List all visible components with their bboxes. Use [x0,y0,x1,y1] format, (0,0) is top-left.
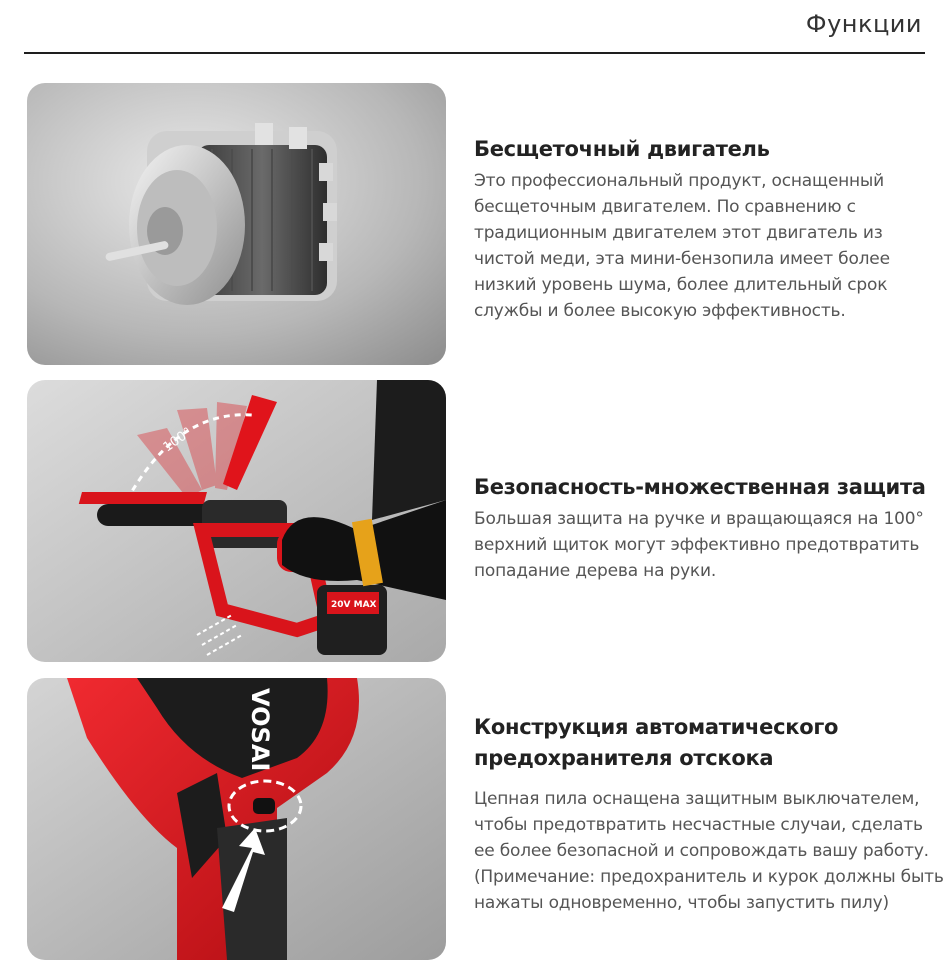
brushless-motor-image [27,83,446,365]
brand-label: VOSAI [246,688,274,772]
feature-description: Это профессиональный продукт, оснащенный бесщеточным двигателем. По сравнению с традиционным двигателем этот двигатель из чистой меди, эта мини-бензопила имеет более низкий уровень шума, более длительный срок службы и более высокую эффективность. [474,171,890,321]
feature-description: Большая защита на ручке и вращающаяся на 100° верхний щиток могут эффективно предотвратить попадание дерева на руки. [474,509,924,581]
header-divider [24,52,925,54]
feature-title: Конструкция автоматического предохранителя отскока [474,715,839,770]
chainsaw-guard-image [27,380,446,662]
feature-title: Бесщеточный двигатель [474,137,770,161]
angle-label: 100° [160,425,195,456]
feature-description: Цепная пила оснащена защитным выключателем, чтобы предотвратить несчастные случаи, сделать ее более безопасной и сопровождать вашу работу. (Примечание: предохранитель и курок должны быть нажаты одновременно, чтобы запустить пилу) [474,789,944,913]
battery-label: 20V MAX [331,600,377,610]
safety-switch-image [27,678,446,960]
feature-title: Безопасность-множественная защита [474,475,926,499]
page-title: Функции [805,10,922,38]
